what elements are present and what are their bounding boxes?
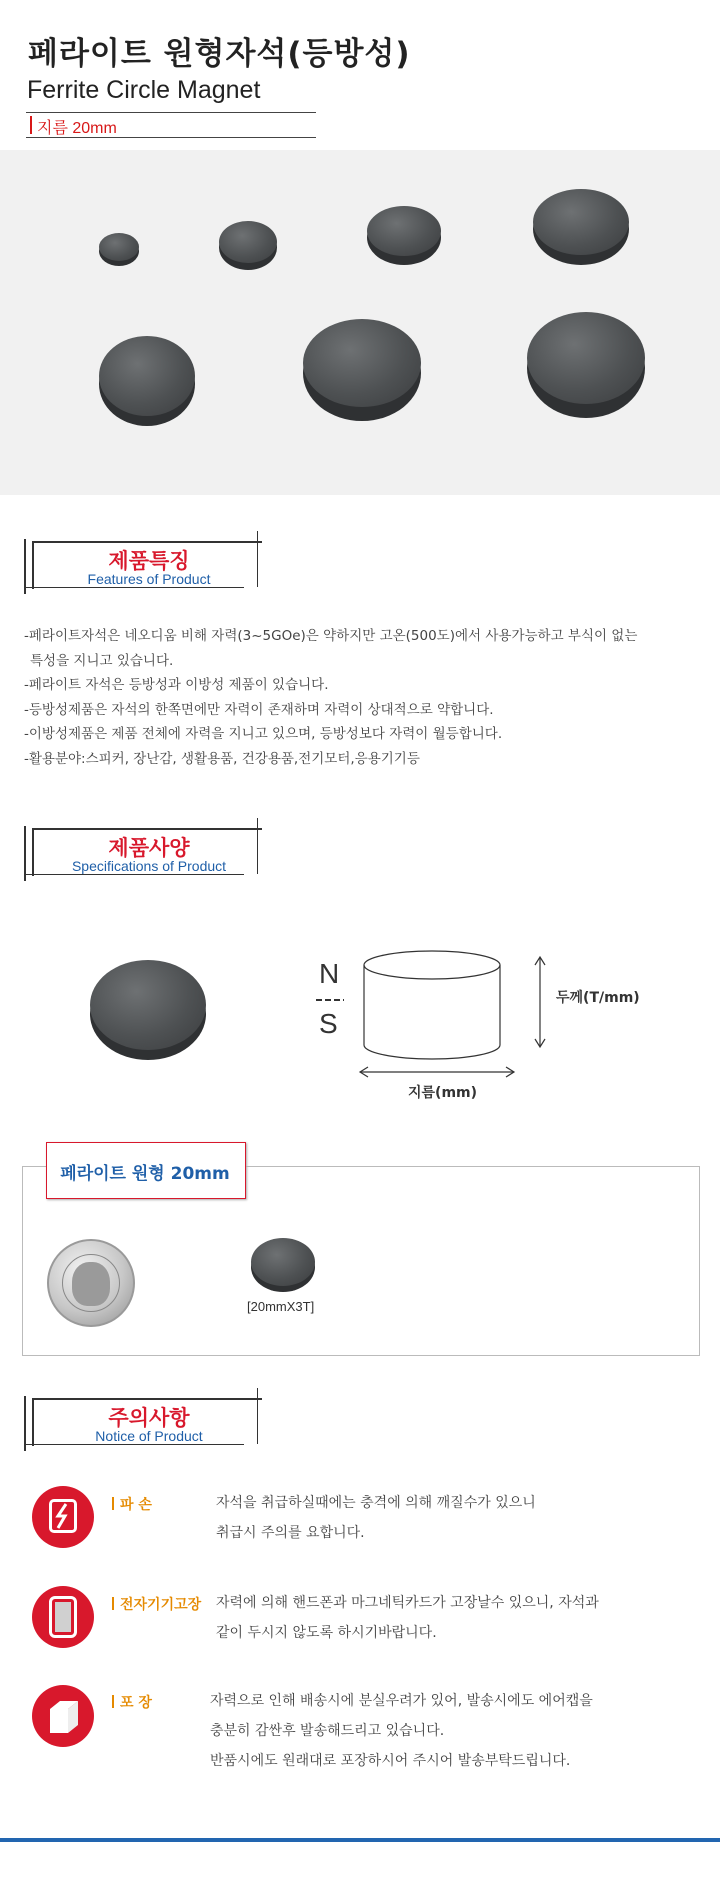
notice-label-packaging: 포 장 xyxy=(112,1692,152,1712)
south-pole-label: S xyxy=(319,1008,338,1039)
product-photo xyxy=(0,150,720,495)
features-line: -페라이트 자석은 등방성과 이방성 제품이 있습니다. xyxy=(24,677,329,693)
magnet-image-6 xyxy=(303,319,421,407)
notice-title-korean: 주의사항 xyxy=(108,1406,190,1430)
features-list xyxy=(24,624,704,771)
features-line: -이방성제품은 제품 전체에 자력을 지니고 있으며, 등방성보다 자력이 월등합니다. xyxy=(24,726,503,742)
phone-icon xyxy=(32,1586,94,1648)
size-underline xyxy=(26,137,316,138)
notice-text-damage: 자석을 취급하실때에는 충격에 의해 깨질수가 있으니 취급시 주의를 요합니다. xyxy=(216,1495,536,1541)
sample-magnet-image xyxy=(251,1238,315,1292)
size-box-label: 페라이트 원형 20mm xyxy=(60,1164,230,1184)
magnet-image-2 xyxy=(219,221,277,263)
coin-portrait xyxy=(72,1262,110,1306)
notice-text-packaging: 자력으로 인해 배송시에 분실우려가 있어, 발송시에도 에어캡을 충분히 감싼후 발송해드리고 있습니다. 반품시에도 원래대로 포장하시어 주시어 발송부탁드립니다. xyxy=(210,1693,593,1769)
notice-title-english: Notice of Product xyxy=(95,1428,203,1444)
box-icon xyxy=(32,1685,94,1747)
specs-title-korean: 제품사양 xyxy=(108,836,190,860)
sample-caption: [20mmX3T] xyxy=(247,1299,315,1314)
specs-title-english: Specifications of Product xyxy=(71,858,227,874)
features-heading xyxy=(24,531,264,593)
title-underline xyxy=(26,112,316,113)
diameter-label: 지름(mm) xyxy=(408,1085,478,1101)
notice-label-electronics: 전자기기고장 xyxy=(112,1594,201,1614)
notice-heading xyxy=(24,1388,264,1450)
magnet-image-7 xyxy=(527,312,645,404)
specs-heading xyxy=(24,818,264,880)
magnet-image-4 xyxy=(533,189,629,255)
magnet-image-1 xyxy=(99,233,139,261)
size-label-bar xyxy=(30,116,32,134)
features-title-korean: 제품특징 xyxy=(108,549,190,573)
features-line: -페라이트자석은 네오디움 비해 자력(3~5GOe)은 약하지만 고온(500도)에서 사용가능하고 부식이 없는 xyxy=(24,628,638,644)
cylinder-diagram xyxy=(310,940,560,1090)
features-line: -활용분야:스피커, 장난감, 생활용품, 건강용품,전기모터,응용기기등 xyxy=(24,750,420,767)
notice-text-electronics: 자력에 의해 핸드폰과 마그네틱카드가 고장날수 있으니, 자석과 같이 두시지 않도록 하시기바랍니다. xyxy=(216,1595,599,1641)
north-pole-label: N xyxy=(319,958,340,989)
spec-magnet-image xyxy=(90,960,206,1060)
notice-label-damage: 파 손 xyxy=(112,1494,152,1514)
product-title-english: Ferrite Circle Magnet xyxy=(27,76,261,104)
size-label: 지름 20mm xyxy=(37,120,117,137)
bottom-divider xyxy=(0,1838,720,1842)
thickness-label: 두께(T/mm) xyxy=(556,990,640,1006)
features-title-english: Features of Product xyxy=(87,571,211,587)
magnet-image-3 xyxy=(367,206,441,256)
features-line: -등방성제품은 자석의 한쪽면에만 자력이 존재하며 자력이 상대적으로 약합니다. xyxy=(24,701,494,718)
features-line: 특성을 지니고 있습니다. xyxy=(30,652,174,669)
broken-magnet-icon xyxy=(32,1486,94,1548)
product-title-korean: 페라이트 원형자석(등방성) xyxy=(28,36,411,72)
magnet-image-5 xyxy=(99,336,195,416)
